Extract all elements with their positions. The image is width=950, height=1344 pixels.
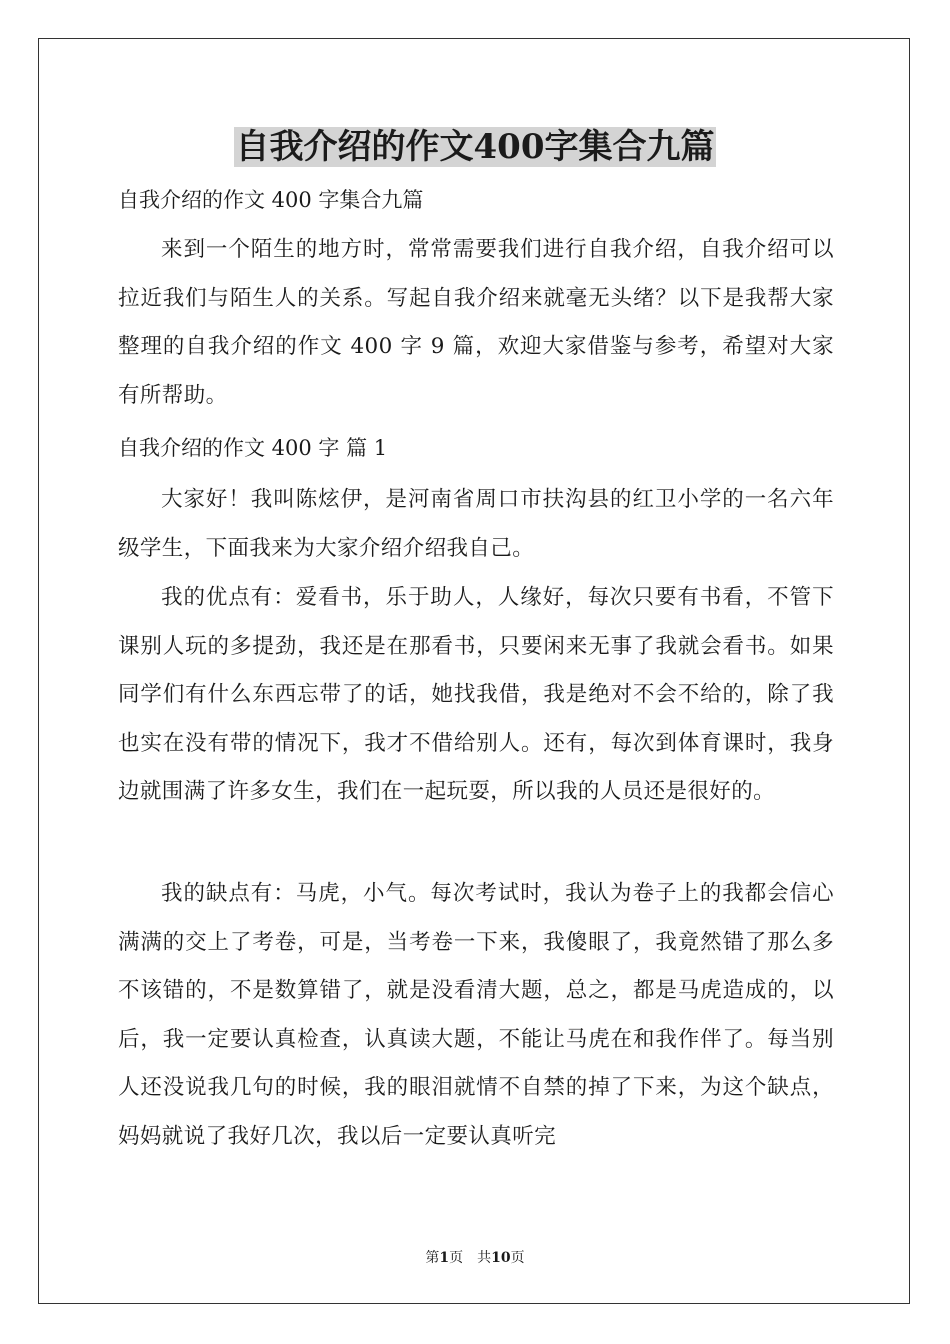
section-heading: 自我介绍的作文 400 字 篇 1 [118, 436, 388, 460]
document-subtitle: 自我介绍的作文 400 字集合九篇 [118, 188, 424, 212]
current-page-number: 1 [439, 1250, 450, 1266]
body-paragraph: 大家好！我叫陈炫伊，是河南省周口市扶沟县的红卫小学的一名六年级学生，下面我来为大家介绍介绍我自己。 [118, 487, 834, 561]
footer-suffix: 页 [510, 1250, 525, 1266]
total-pages-number: 10 [491, 1250, 511, 1266]
intro-paragraph: 来到一个陌生的地方时，常常需要我们进行自我介绍，自我介绍可以拉近我们与陌生人的关系。写起自我介绍来就毫无头绪？以下是我帮大家整理的自我介绍的作文 400 字 9 篇，欢迎大家借鉴与参考，希望对大家有所帮助。 [118, 237, 834, 408]
page-number-footer [0, 1248, 950, 1268]
footer-mid: 页 共 [449, 1250, 492, 1266]
body-paragraph: 我的缺点有：马虎，小气。每次考试时，我认为卷子上的我都会信心满满的交上了考卷，可是，当考卷一下来，我傻眼了，我竟然错了那么多不该错的，不是数算错了，就是没看清大题，总之，都是马虎造成的，以后，我一定要认真检查，认真读大题，不能让马虎在和我作伴了。每当别人还没说我几句的时候，我的眼泪就情不自禁的掉了下来，为这个缺点，妈妈就说了我好几次，我以后一定要认真听完 [118, 881, 834, 1149]
document-title-text: 自我介绍的作文400字集合九篇 [235, 127, 715, 167]
document-title [0, 124, 950, 170]
footer-prefix: 第 [425, 1250, 440, 1266]
body-paragraph: 我的优点有：爱看书，乐于助人，人缘好，每次只要有书看，不管下课别人玩的多提劲，我还是在那看书，只要闲来无事了我就会看书。如果同学们有什么东西忘带了的话，她找我借，我是绝对不会不给的，除了我也实在没有带的情况下，我才不借给别人。还有，每次到体育课时，我身边就围满了许多女生，我们在一起玩耍，所以我的人员还是很好的。 [118, 585, 834, 804]
